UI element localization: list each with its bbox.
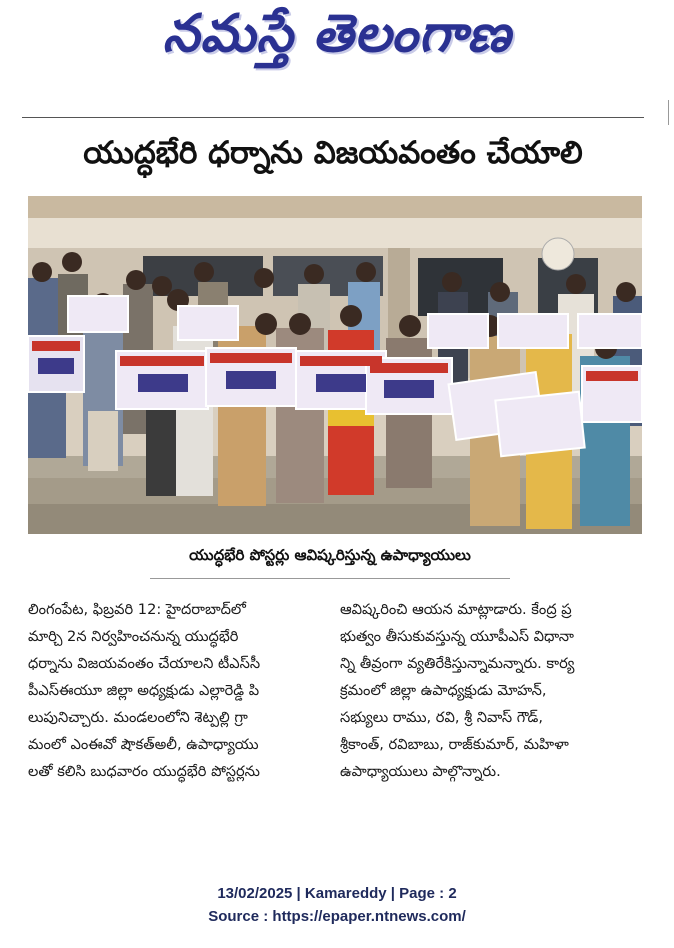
article-headline: యుద్ధభేరి ధర్నాను విజయవంతం చేయాలి [83,134,583,171]
body-line: పీఎస్‌ఈయూ జిల్లా అధ్యక్షుడు ఎల్లారెడ్డి పి [28,682,260,699]
body-line: లింగంపేట, ఫిబ్రవరి 12: హైదరాబాద్‌లో [28,601,246,618]
body-line: లుపునిచ్చారు. మండలంలోని శెట్పల్లి గ్రా [28,709,248,726]
footer-source-link[interactable]: Source : https://epaper.ntnews.com/ [208,908,466,925]
body-line: న్ని తీవ్రంగా వ్యతిరేకిస్తున్నామన్నారు. కార్య [340,655,575,672]
body-line: ధర్నాను విజయవంతం చేయాలని టీఎస్‌సీ [28,655,261,672]
body-line: శ్రీకాంత్, రవిబాబు, రాజ్‌కుమార్, మహిళా [340,736,569,753]
body-line: ఉపాధ్యాయులు పాల్గొన్నారు. [340,763,501,780]
article-body-right-column [340,596,648,785]
headline-top-rule [22,117,644,118]
body-line: భుత్వం తీసుకువస్తున్న యూపీఎస్ విధానా [340,628,574,645]
body-line: సభ్యులు రాము, రవి, శ్రీ నివాస్ గౌడ్, [340,709,543,726]
body-line: మంలో ఎంఈవో షౌకత్‌అలీ, ఉపాధ్యాయు [28,736,259,753]
body-line: ఆవిష్కరించి ఆయన మాట్లాడారు. కేంద్ర ప్ర [340,601,572,618]
article-body-left-column [28,596,336,785]
body-line: లతో కలిసి బుధవారం యుద్ధభేరి పోస్టర్లను [28,763,260,780]
column-divider [668,100,669,125]
masthead-title: నమస్తే తెలంగాణ [162,3,512,64]
photo-caption: యుద్ధభేరి పోస్టర్లు ఆవిష్కరిస్తున్న ఉపాధ్యాయులు [189,546,471,564]
caption-rule [150,578,510,579]
body-line: మార్చి 2న నిర్వహించనున్న యుద్ధభేరి [28,628,239,645]
article-photo [28,196,642,534]
newspaper-masthead [0,0,674,80]
footer-date-line: 13/02/2025 | Kamareddy | Page : 2 [217,885,457,902]
body-line: క్రమంలో జిల్లా ఉపాధ్యక్షుడు మోహన్, [340,682,547,699]
